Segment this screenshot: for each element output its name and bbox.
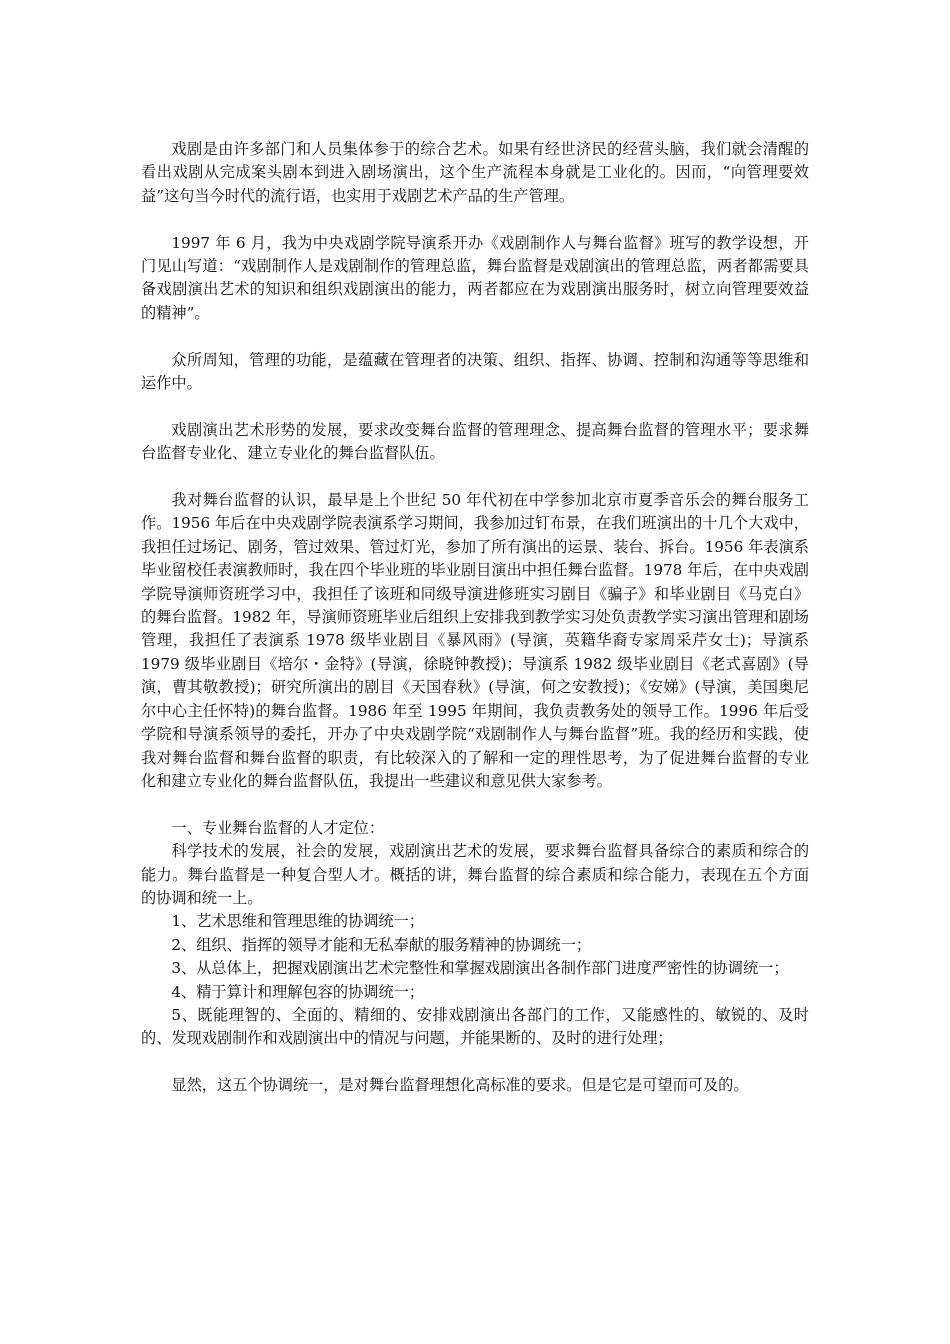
list-item: 4、精于算计和理解包容的协调统一；	[171, 982, 425, 1001]
paragraph-management-function: 众所周知，管理的功能，是蕴藏在管理者的决策、组织、指挥、协调、控制和沟通等等思维和运作中。	[141, 350, 809, 393]
paragraph-1997-plan: 1997 年 6 月，我为中央戏剧学院导演系开办《戏剧制作人与舞台监督》班写的教学设想，开门见山写道：“戏剧制作人是戏剧制作的管理总监，舞台监督是戏剧演出的管理总监，两者都需要具备戏剧演出艺术的知识和组织戏剧演出的能力，两者都应在为戏剧演出服务时，树立向管理要效益的精神”。	[141, 233, 809, 322]
paragraph-development: 戏剧演出艺术形势的发展，要求改变舞台监督的管理理念、提高舞台监督的管理水平；要求舞台监督专业化、建立专业化的舞台监督队伍。	[141, 420, 809, 463]
document-body	[141, 138, 809, 1098]
list-item: 3、从总体上，把握戏剧演出艺术完整性和掌握戏剧演出各制作部门进度严密性的协调统一；	[171, 959, 789, 978]
list-item: 1、艺术思维和管理思维的协调统一；	[171, 912, 425, 931]
paragraph-experience: 我对舞台监督的认识，最早是上个世纪 50 年代初在中学参加北京市夏季音乐会的舞台服务工作。1956 年后在中央戏剧学院表演系学习期间，我参加过钉布景，在我们班演出的十几个大戏中，我担任过场记、剧务，管过效果、管过灯光，参加了所有演出的运景、装台、拆台。1956 年表演系毕业留校任表演教师时，我在四个毕业班的毕业剧目演出中担任舞台监督。1978 年后，在中央戏剧学院导演师资班学习中，我担任了该班和同级导演进修班实习剧目《骗子》和毕业剧目《马克白》的舞台监督。1982 年，导演师资班毕业后组织上安排我到教学实习处负责教学实习演出管理和剧场管理，我担任了表演系 1978 级毕业剧目《暴风雨》(导演，英籍华裔专家周采芹女士)；导演系 1979 级毕业剧目《培尔・金特》(导演，徐晓钟教授)；导演系 1982 级毕业剧目《老式喜剧》(导演，曹其敬教授)；研究所演出的剧目《天国春秋》(导演，何之安教授)；《安娣》(导演，美国奥尼尔中心主任怀特)的舞台监督。1986 年至 1995 年期间，我负责教务处的领导工作。1996 年后受学院和导演系领导的委托，开办了中央戏剧学院“戏剧制作人与舞台监督”班。我的经历和实践，使我对舞台监督和舞台监督的职责，有比较深入的了解和一定的理性思考，为了促进舞台监督的专业化和建立专业化的舞台监督队伍，我提出一些建议和意见供大家参考。	[141, 491, 809, 790]
paragraph-intro: 戏剧是由许多部门和人员集体参于的综合艺术。如果有经世济民的经营头脑，我们就会清醒的看出戏剧从完成案头剧本到进入剧场演出，这个生产流程本身就是工业化的。因而，“向管理要效益”这句当今时代的流行语，也实用于戏剧艺术产品的生产管理。	[141, 140, 809, 205]
list-item: 2、组织、指挥的领导才能和无私奉献的服务精神的协调统一；	[171, 935, 592, 954]
section-heading: 一、专业舞台监督的人才定位：	[171, 818, 385, 837]
paragraph-requirements: 科学技术的发展，社会的发展，戏剧演出艺术的发展，要求舞台监督具备综合的素质和综合的能力。舞台监督是一种复合型人才。概括的讲，舞台监督的综合素质和综合能力，表现在五个方面的协调和统一上。	[141, 842, 809, 907]
list-item: 5、既能理智的、全面的、精细的、安排戏剧演出各部门的工作，又能感性的、敏锐的、及时的、发现戏剧制作和戏剧演出中的情况与问题，并能果断的、及时的进行处理；	[141, 1005, 809, 1048]
paragraph-conclusion: 显然，这五个协调统一，是对舞台监督理想化高标准的要求。但是它是可望而可及的。	[171, 1076, 749, 1095]
